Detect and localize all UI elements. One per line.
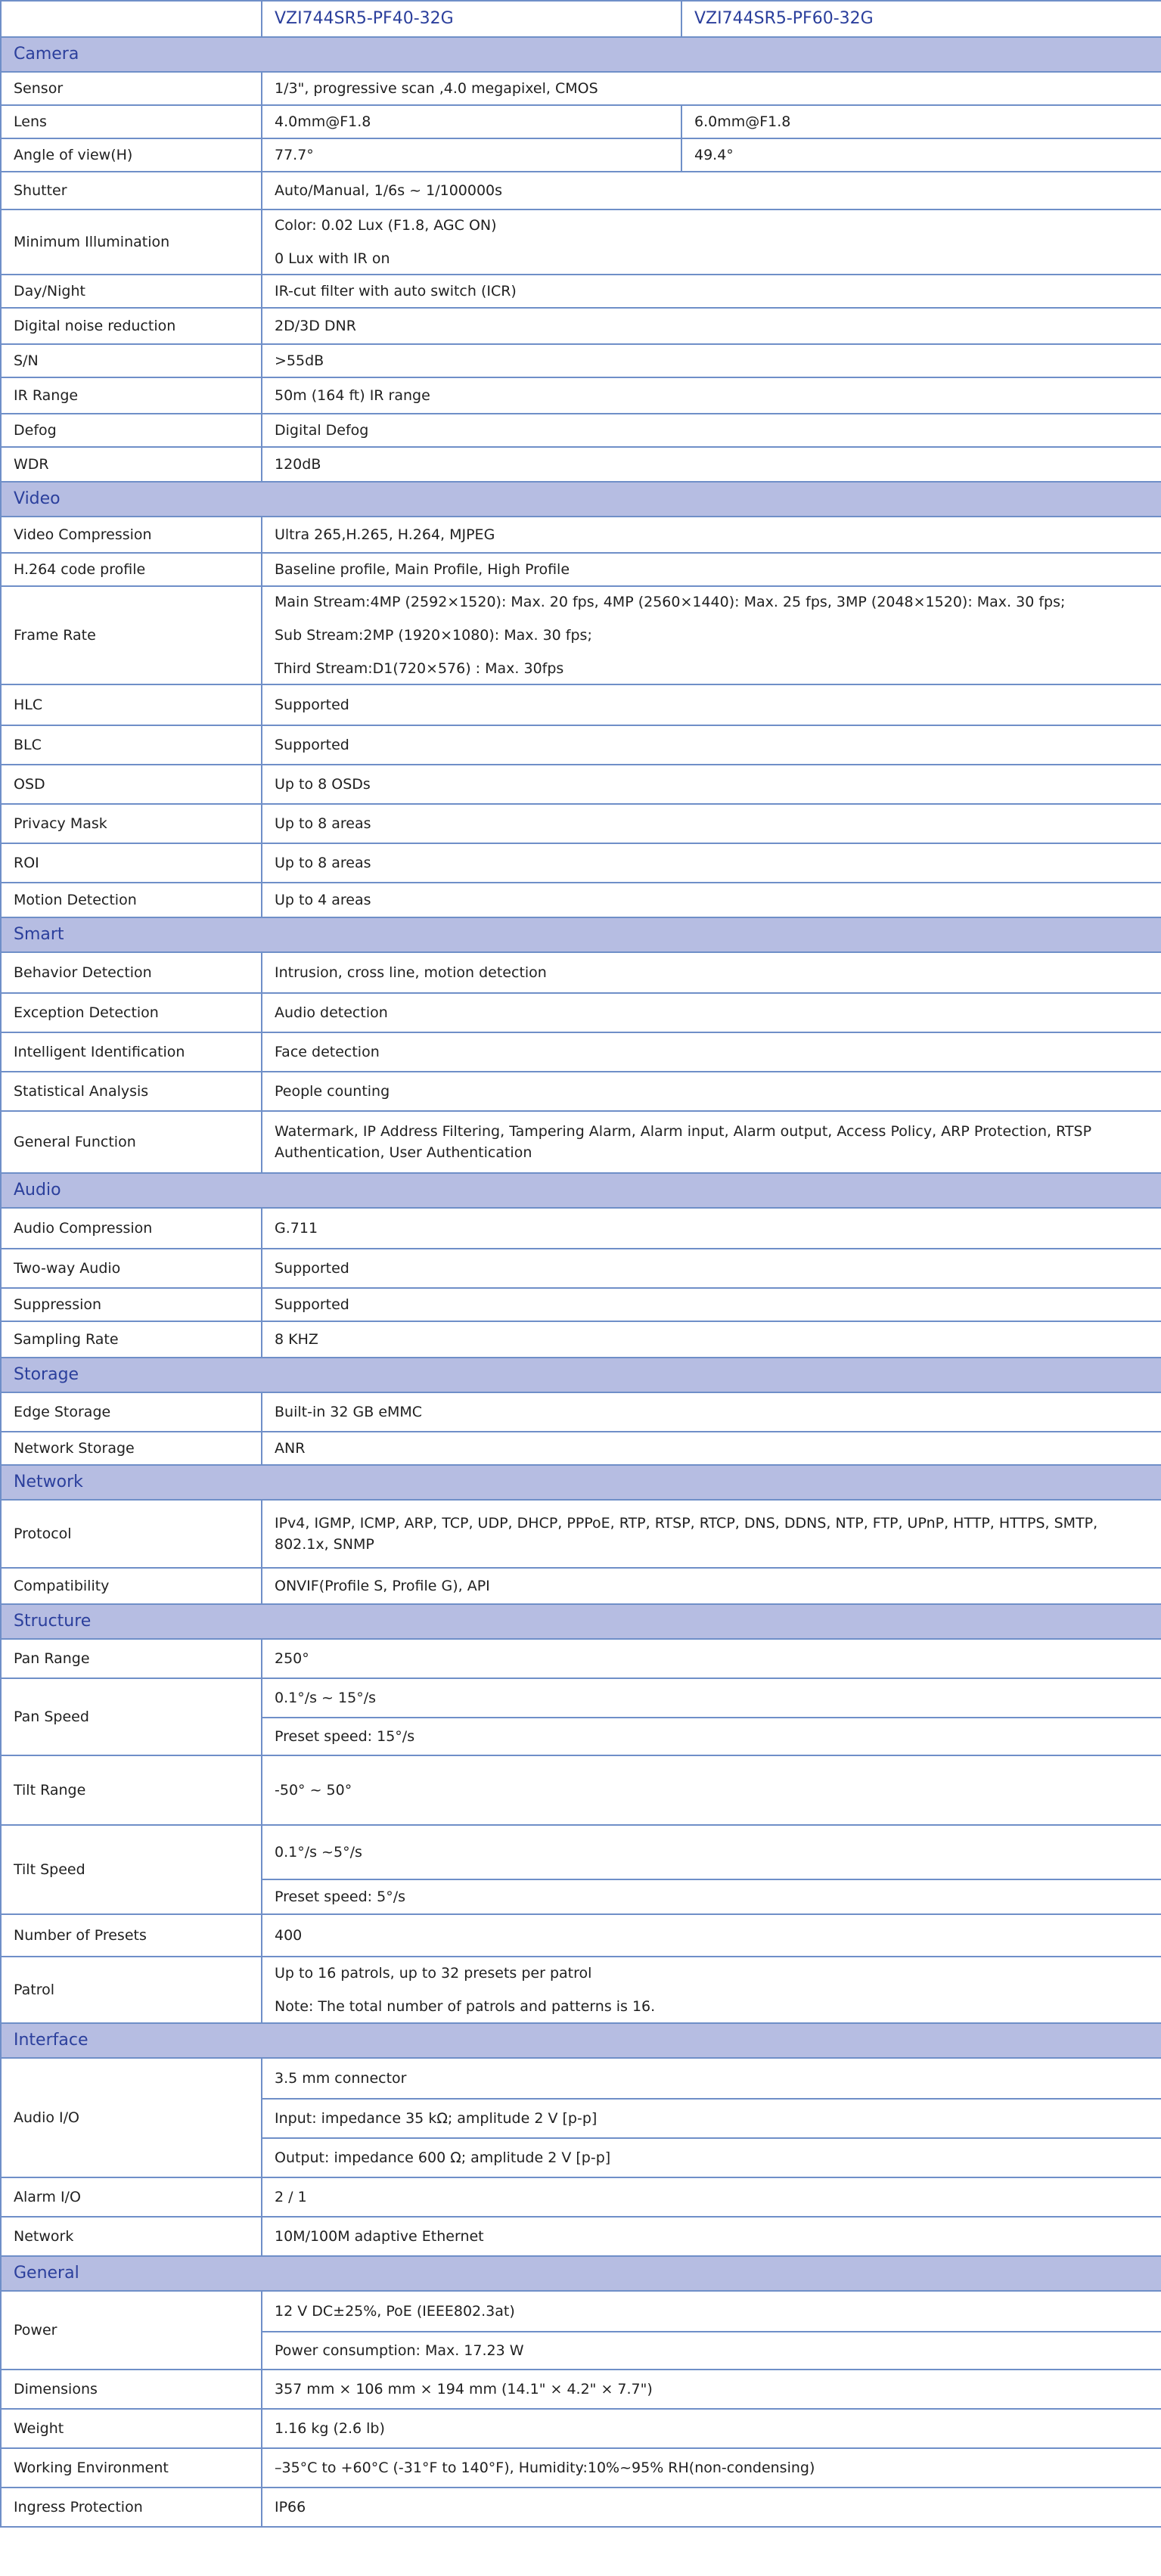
spec-value-line: IR-cut filter with auto switch (ICR) [275,283,517,299]
spec-value [262,447,1161,482]
spec-value-line: ANR [275,1440,306,1457]
spec-label-minimum-illumination: Minimum Illumination [1,209,262,275]
spec-value-line: Supported [275,697,349,713]
spec-value [262,1825,1161,1879]
spec-row [1,377,1161,414]
spec-value-line: 49.4° [694,147,734,163]
spec-row [1,1568,1161,1604]
section-header-smart [1,917,1161,952]
spec-label-hlc: HLC [1,684,262,725]
spec-row [1,1678,1161,1718]
spec-label-behavior-detection: Behavior Detection [1,952,262,993]
spec-row [1,684,1161,725]
spec-value-line: Sub Stream:2MP (1920×1080): Max. 30 fps; [275,627,592,644]
section-title: Structure [1,1604,1161,1639]
spec-row [1,2177,1161,2217]
spec-value-line: Baseline profile, Main Profile, High Profile [275,561,570,578]
spec-value-line: 3.5 mm connector [275,2070,407,2087]
spec-row [1,2217,1161,2256]
section-header-interface [1,2023,1161,2058]
spec-value-line: >55dB [275,352,324,369]
section-title: Smart [1,917,1161,952]
spec-value [262,2291,1161,2332]
spec-value [262,765,1161,804]
spec-row [1,2409,1161,2448]
spec-value [262,138,681,172]
spec-value [262,1957,1161,2023]
spec-value [262,105,681,138]
spec-value [262,1111,1161,1173]
spec-value-line: Up to 16 patrols, up to 32 presets per patrol [275,1965,592,1982]
spec-value [681,138,1161,172]
spec-row [1,447,1161,482]
spec-table-body [1,1,1161,2527]
spec-value-line: Supported [275,737,349,753]
spec-label-protocol: Protocol [1,1500,262,1568]
section-header-audio [1,1173,1161,1208]
section-header-camera [1,37,1161,72]
spec-row [1,344,1161,377]
spec-value-line: Up to 8 areas [275,815,371,832]
spec-value-line: ONVIF(Profile S, Profile G), API [275,1578,490,1594]
spec-label-wdr: WDR [1,447,262,482]
spec-value [262,684,1161,725]
spec-value [262,72,1161,105]
spec-value-line: Up to 8 OSDs [275,776,371,793]
spec-row [1,2448,1161,2488]
spec-value [262,2138,1161,2177]
spec-value [262,1208,1161,1249]
spec-label-pan-range: Pan Range [1,1639,262,1678]
section-title: Video [1,482,1161,517]
spec-value-line: –35°C to +60°C (-31°F to 140°F), Humidity:10%~95% RH(non-condensing) [275,2460,815,2476]
spec-value [262,2058,1161,2099]
spec-label-patrol: Patrol [1,1957,262,2023]
spec-row [1,105,1161,138]
spec-label-compatibility: Compatibility [1,1568,262,1604]
spec-label-s-n: S/N [1,344,262,377]
section-header-video [1,482,1161,517]
spec-value-line: Input: impedance 35 kΩ; amplitude 2 V [p-p] [275,2110,598,2127]
spec-value [681,105,1161,138]
spec-value [262,2099,1161,2138]
spec-value [262,725,1161,765]
spec-value [262,586,1161,684]
spec-row [1,1755,1161,1825]
spec-row [1,1249,1161,1288]
spec-value [262,209,1161,275]
section-header-storage [1,1358,1161,1392]
spec-row [1,2370,1161,2409]
spec-value [262,843,1161,883]
spec-value-line: Up to 4 areas [275,892,371,908]
spec-row [1,2291,1161,2332]
spec-label-audio-i-o: Audio I/O [1,2058,262,2177]
spec-value-line: Main Stream:4MP (2592×1520): Max. 20 fps, 4MP (2560×1440): Max. 25 fps, 3MP (2048×1520): Max. 30 fps; [275,594,1066,610]
spec-label-exception-detection: Exception Detection [1,993,262,1032]
spec-value [262,804,1161,843]
spec-value-line: 250° [275,1650,309,1667]
spec-value [262,1639,1161,1678]
spec-row [1,804,1161,843]
section-title: Audio [1,1173,1161,1208]
spec-label-blc: BLC [1,725,262,765]
section-header-network [1,1465,1161,1500]
spec-row [1,1639,1161,1678]
spec-value-line: 357 mm × 106 mm × 194 mm (14.1" × 4.2" × 7.7") [275,2381,653,2398]
spec-value-line: 77.7° [275,147,314,163]
spec-row [1,993,1161,1032]
spec-label-defog: Defog [1,414,262,447]
model-name-2: VZI744SR5-PF60-32G [681,1,1161,37]
spec-label-number-of-presets: Number of Presets [1,1914,262,1957]
spec-value-line: 4.0mm@F1.8 [275,113,371,130]
spec-label-day-night: Day/Night [1,275,262,308]
spec-value-line: 12 V DC±25%, PoE (IEEE802.3at) [275,2303,515,2320]
spec-label-osd: OSD [1,765,262,804]
spec-value-line: Supported [275,1296,349,1313]
spec-label-weight: Weight [1,2409,262,2448]
spec-value-line: 2D/3D DNR [275,318,356,334]
spec-value [262,2332,1161,2370]
spec-value [262,517,1161,553]
spec-value [262,1678,1161,1718]
spec-label-ingress-protection: Ingress Protection [1,2488,262,2527]
spec-value [262,883,1161,917]
spec-value [262,1432,1161,1465]
spec-label-network: Network [1,2217,262,2256]
spec-label-lens: Lens [1,105,262,138]
spec-label-frame-rate: Frame Rate [1,586,262,684]
spec-label-roi: ROI [1,843,262,883]
spec-label-h-264-code-profile: H.264 code profile [1,553,262,586]
spec-value-line: Note: The total number of patrols and patterns is 16. [275,1998,656,2015]
spec-value [262,1032,1161,1072]
spec-label-sampling-rate: Sampling Rate [1,1321,262,1358]
spec-label-tilt-speed: Tilt Speed [1,1825,262,1914]
spec-value [262,2448,1161,2488]
spec-label-two-way-audio: Two-way Audio [1,1249,262,1288]
spec-row [1,1321,1161,1358]
spec-row [1,1432,1161,1465]
spec-row [1,586,1161,684]
spec-row [1,517,1161,553]
spec-label-power: Power [1,2291,262,2370]
spec-value-line: Built-in 32 GB eMMC [275,1404,423,1420]
spec-value-line: IP66 [275,2499,306,2515]
spec-label-digital-noise-reduction: Digital noise reduction [1,308,262,344]
spec-label-statistical-analysis: Statistical Analysis [1,1072,262,1111]
spec-row [1,883,1161,917]
spec-label-tilt-range: Tilt Range [1,1755,262,1825]
spec-label-privacy-mask: Privacy Mask [1,804,262,843]
spec-value [262,1500,1161,1568]
section-header-structure [1,1604,1161,1639]
spec-row [1,1500,1161,1568]
spec-value-line: 8 KHZ [275,1331,318,1348]
spec-value-line: IPv4, IGMP, ICMP, ARP, TCP, UDP, DHCP, PPPoE, RTP, RTSP, RTCP, DNS, DDNS, NTP, FTP, UPnP, HTTP, HTTPS, SMTP, 802.1x, SNMP [275,1515,1098,1553]
spec-value-line: 6.0mm@F1.8 [694,113,791,130]
spec-label-dimensions: Dimensions [1,2370,262,2409]
spec-row [1,1914,1161,1957]
section-title: Network [1,1465,1161,1500]
spec-value [262,1288,1161,1321]
spec-value-line: 120dB [275,456,321,473]
spec-value-line: People counting [275,1083,390,1100]
spec-value-line: 10M/100M adaptive Ethernet [275,2228,484,2245]
spec-label-alarm-i-o: Alarm I/O [1,2177,262,2217]
spec-value [262,553,1161,586]
spec-value-line: 2 / 1 [275,2189,307,2205]
spec-value [262,1879,1161,1914]
spec-value [262,275,1161,308]
spec-value-line: Up to 8 areas [275,855,371,871]
spec-row [1,414,1161,447]
spec-value-line: 400 [275,1927,303,1944]
spec-value [262,308,1161,344]
spec-label-general-function: General Function [1,1111,262,1173]
spec-row [1,765,1161,804]
spec-row [1,1111,1161,1173]
spec-row [1,172,1161,209]
spec-row [1,1072,1161,1111]
spec-value [262,414,1161,447]
spec-row [1,138,1161,172]
spec-row [1,2058,1161,2099]
spec-value-line: Preset speed: 15°/s [275,1728,415,1745]
spec-label-sensor: Sensor [1,72,262,105]
spec-value-line: 0.1°/s ~5°/s [275,1844,362,1861]
spec-value-line: Audio detection [275,1004,388,1021]
spec-row [1,1957,1161,2023]
model-name-1: VZI744SR5-PF40-32G [262,1,681,37]
spec-row [1,2488,1161,2527]
spec-label-pan-speed: Pan Speed [1,1678,262,1755]
spec-label-working-environment: Working Environment [1,2448,262,2488]
spec-row [1,1825,1161,1879]
spec-value-line: 0.1°/s ~ 15°/s [275,1690,376,1706]
spec-value-line: 1/3", progressive scan ,4.0 megapixel, CMOS [275,80,598,97]
spec-value [262,1568,1161,1604]
spec-value-line: 1.16 kg (2.6 lb) [275,2420,385,2437]
spec-value [262,2409,1161,2448]
spec-value [262,2217,1161,2256]
spec-value [262,1755,1161,1825]
model-header-row [1,1,1161,37]
spec-row [1,952,1161,993]
section-title: General [1,2256,1161,2291]
spec-row [1,1288,1161,1321]
spec-label-network-storage: Network Storage [1,1432,262,1465]
spec-value [262,2370,1161,2409]
header-blank-cell [1,1,262,37]
spec-value [262,377,1161,414]
spec-value-line: Intrusion, cross line, motion detection [275,964,547,981]
spec-value [262,172,1161,209]
section-title: Storage [1,1358,1161,1392]
spec-row [1,553,1161,586]
spec-value [262,1392,1161,1432]
spec-value-line: Third Stream:D1(720×576) : Max. 30fps [275,660,564,677]
spec-value [262,1249,1161,1288]
spec-row [1,843,1161,883]
spec-value-line: 0 Lux with IR on [275,250,390,267]
spec-value-line: G.711 [275,1220,318,1237]
spec-value [262,1321,1161,1358]
spec-label-video-compression: Video Compression [1,517,262,553]
spec-label-ir-range: IR Range [1,377,262,414]
spec-row [1,209,1161,275]
section-title: Camera [1,37,1161,72]
spec-label-motion-detection: Motion Detection [1,883,262,917]
spec-value [262,1914,1161,1957]
spec-row [1,275,1161,308]
section-header-general [1,2256,1161,2291]
spec-value-line: Preset speed: 5°/s [275,1889,406,1905]
spec-value-line: Watermark, IP Address Filtering, Tampering Alarm, Alarm input, Alarm output, Access Policy, ARP Protection, RTSP Authentication, User Authentication [275,1123,1092,1161]
spec-label-angle-of-view-h: Angle of view(H) [1,138,262,172]
spec-row [1,1392,1161,1432]
spec-row [1,725,1161,765]
spec-value-line: Auto/Manual, 1/6s ~ 1/100000s [275,182,503,199]
spec-value-line: Color: 0.02 Lux (F1.8, AGC ON) [275,217,497,234]
spec-label-audio-compression: Audio Compression [1,1208,262,1249]
spec-value [262,1072,1161,1111]
spec-value-line: Supported [275,1260,349,1277]
spec-value-line: Digital Defog [275,422,369,439]
spec-row [1,308,1161,344]
spec-value-line: 50m (164 ft) IR range [275,387,430,404]
spec-value-line: Output: impedance 600 Ω; amplitude 2 V [p-p] [275,2149,611,2166]
spec-value-line: Power consumption: Max. 17.23 W [275,2342,524,2359]
spec-value [262,1718,1161,1755]
spec-label-edge-storage: Edge Storage [1,1392,262,1432]
spec-label-shutter: Shutter [1,172,262,209]
spec-value [262,2177,1161,2217]
spec-value-line: -50° ~ 50° [275,1782,352,1799]
spec-value [262,344,1161,377]
spec-row [1,72,1161,105]
spec-label-suppression: Suppression [1,1288,262,1321]
section-title: Interface [1,2023,1161,2058]
spec-row [1,1032,1161,1072]
spec-row [1,1208,1161,1249]
spec-value [262,993,1161,1032]
spec-value [262,952,1161,993]
spec-value-line: Ultra 265,H.265, H.264, MJPEG [275,526,495,543]
spec-label-intelligent-identification: Intelligent Identification [1,1032,262,1072]
spec-value [262,2488,1161,2527]
spec-value-line: Face detection [275,1044,380,1060]
